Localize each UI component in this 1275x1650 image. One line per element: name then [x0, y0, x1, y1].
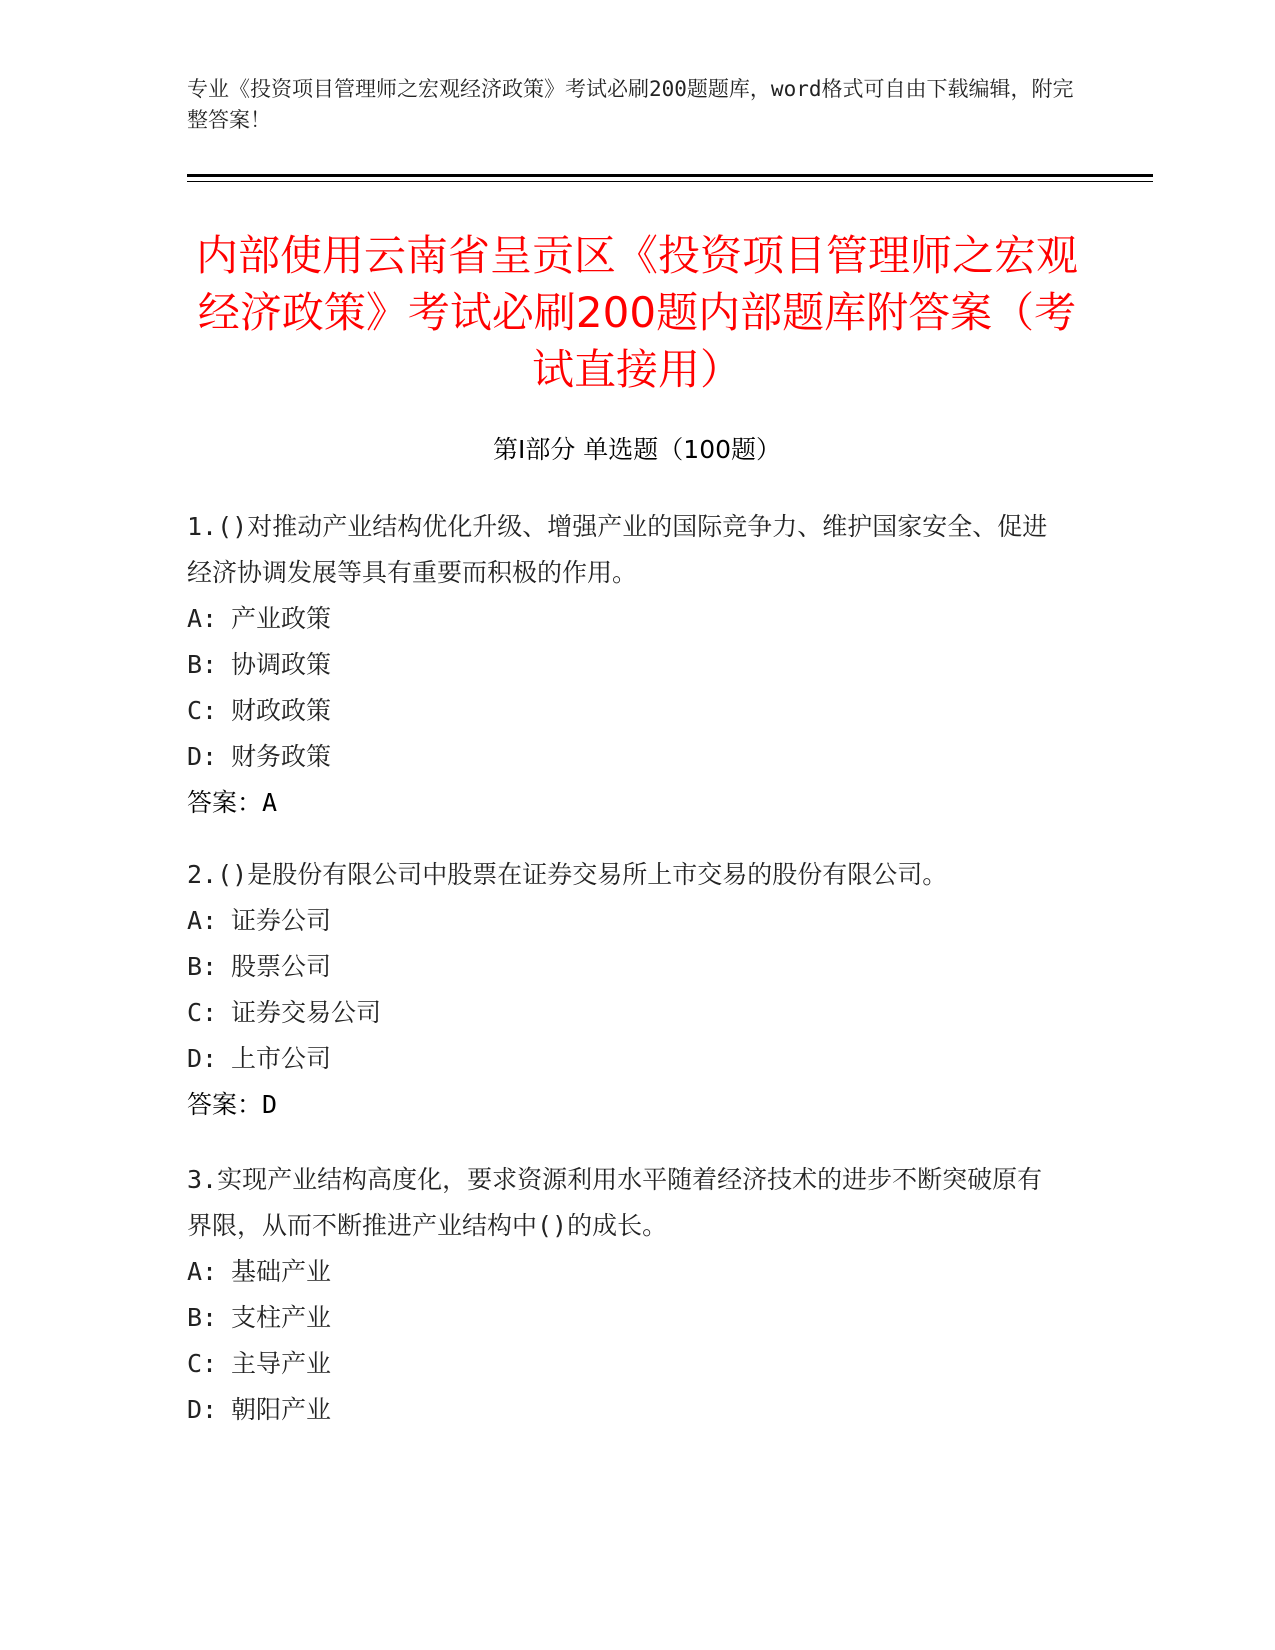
- option-text: 股票公司: [231, 952, 332, 981]
- question-2: [187, 852, 1067, 1128]
- header-note: 专业《投资项目管理师之宏观经济政策》考试必刷200题题库，word格式可自由下载编辑，附完整答案！: [187, 77, 1074, 132]
- option-letter: B:: [187, 1303, 218, 1332]
- option-letter: A:: [187, 604, 218, 633]
- option-text: 证券交易公司: [231, 998, 382, 1027]
- answer-line: [187, 780, 1067, 826]
- answer-label: 答案：: [187, 1090, 263, 1119]
- option-text: 支柱产业: [231, 1303, 332, 1332]
- question-3: [187, 1157, 1067, 1433]
- option-text: 主导产业: [231, 1349, 332, 1378]
- section-heading: 第Ⅰ部分 单选题（100题）: [492, 435, 782, 464]
- answer-label: 答案：: [187, 788, 263, 817]
- option-b: [187, 944, 1067, 990]
- option-letter: A:: [187, 1257, 218, 1286]
- option-a: [187, 1249, 1067, 1295]
- option-c: [187, 1341, 1067, 1387]
- option-text: 基础产业: [231, 1257, 332, 1286]
- document-title: 内部使用云南省呈贡区《投资项目管理师之宏观经济政策》考试必刷200题内部题库附答案（考试直接用）: [195, 231, 1078, 394]
- option-c: [187, 688, 1067, 734]
- option-c: [187, 990, 1067, 1036]
- option-text: 朝阳产业: [231, 1395, 332, 1424]
- option-b: [187, 1295, 1067, 1341]
- option-letter: D:: [187, 742, 218, 771]
- question-stem: 1.()对推动产业结构优化升级、增强产业的国际竞争力、维护国家安全、促进经济协调发展等具有重要而积极的作用。: [187, 512, 1048, 587]
- option-text: 上市公司: [231, 1044, 332, 1073]
- option-text: 产业政策: [231, 604, 332, 633]
- header-divider-thin: [187, 181, 1153, 182]
- option-text: 财政政策: [231, 696, 332, 725]
- header-divider-thick: [187, 174, 1153, 177]
- option-letter: C:: [187, 1349, 218, 1378]
- option-d: [187, 1036, 1067, 1082]
- option-text: 证券公司: [231, 906, 332, 935]
- option-text: 协调政策: [231, 650, 332, 679]
- option-letter: A:: [187, 906, 218, 935]
- option-d: [187, 734, 1067, 780]
- option-letter: B:: [187, 650, 218, 679]
- answer-line: [187, 1082, 1067, 1128]
- option-b: [187, 642, 1067, 688]
- option-letter: C:: [187, 696, 218, 725]
- option-letter: B:: [187, 952, 218, 981]
- question-stem: 2.()是股份有限公司中股票在证券交易所上市交易的股份有限公司。: [187, 860, 948, 889]
- question-1: [187, 504, 1067, 826]
- option-letter: C:: [187, 998, 218, 1027]
- option-text: 财务政策: [231, 742, 332, 771]
- option-d: [187, 1387, 1067, 1433]
- option-a: [187, 898, 1067, 944]
- option-a: [187, 596, 1067, 642]
- option-letter: D:: [187, 1044, 218, 1073]
- answer-value: A: [262, 788, 278, 817]
- question-stem: 3.实现产业结构高度化，要求资源利用水平随着经济技术的进步不断突破原有界限，从而不断推进产业结构中()的成长。: [187, 1165, 1043, 1240]
- option-letter: D:: [187, 1395, 218, 1424]
- answer-value: D: [262, 1090, 278, 1119]
